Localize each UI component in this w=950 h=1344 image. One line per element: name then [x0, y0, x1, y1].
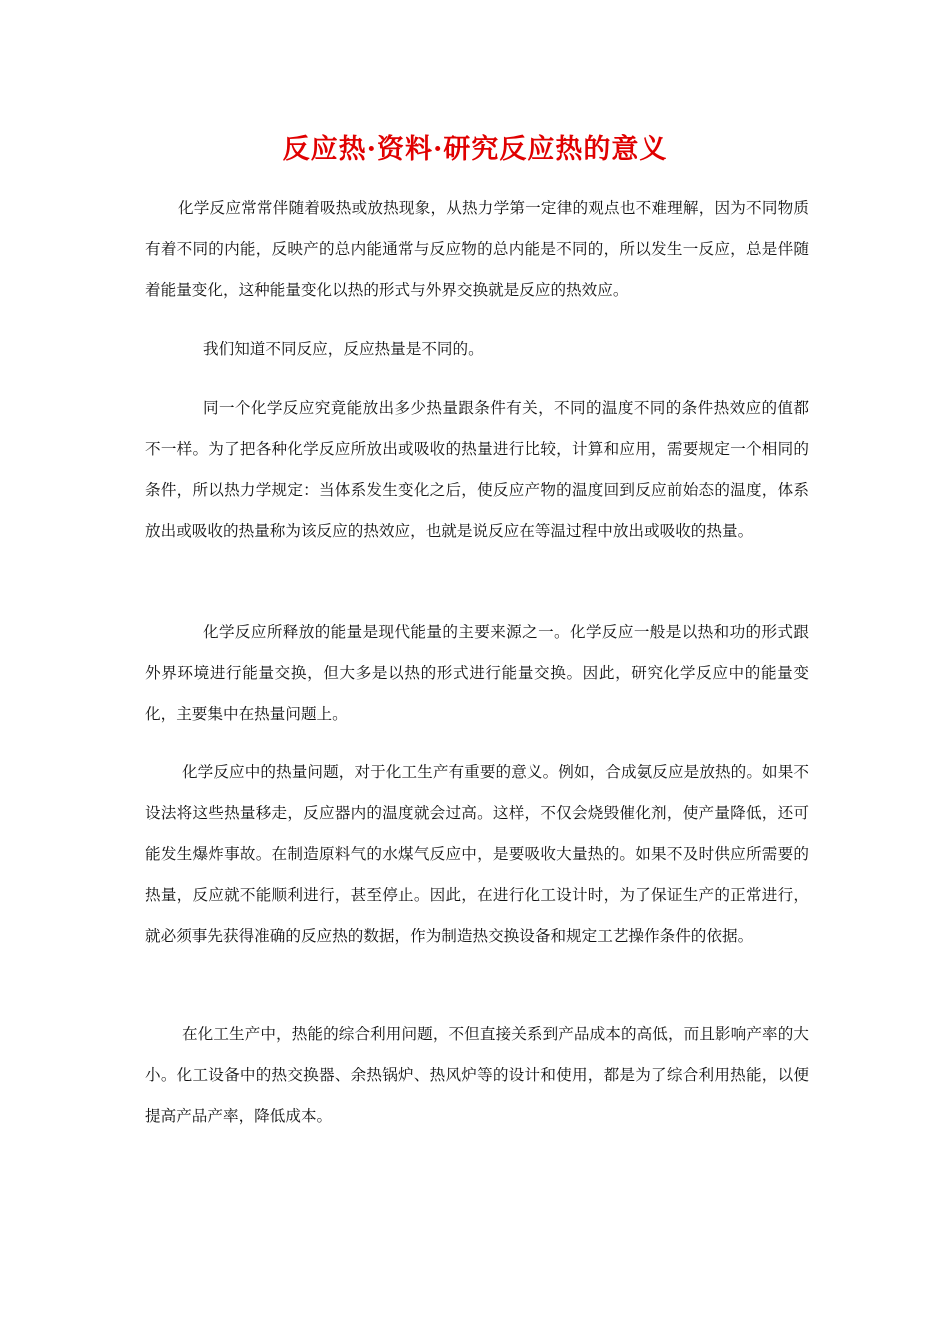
- paragraph-industrial-importance: 化学反应中的热量问题，对于化工生产有重要的意义。例如，合成氨反应是放热的。如果不设法将这些热量移走，反应器内的温度就会过高。这样，不仅会烧毁催化剂，使产量降低，还可能发生爆炸事故。在制造原料气的水煤气反应中，是要吸收大量热的。如果不及时供应所需要的热量，反应就不能顺利进行，甚至停止。因此，在进行化工设计时，为了保证生产的正常进行，就必须事先获得准确的反应热的数据，作为制造热交换设备和规定工艺操作条件的依据。: [145, 763, 809, 945]
- paragraph-different-reactions: 我们知道不同反应，反应热量是不同的。: [203, 340, 484, 358]
- paragraph-heat-utilization: 在化工生产中，热能的综合利用问题，不但直接关系到产品成本的高低，而且影响产率的大小。化工设备中的热交换器、余热锅炉、热风炉等的设计和使用，都是为了综合利用热能，以便提高产品产率，降低成本。: [145, 1025, 809, 1125]
- paragraph-thermodynamic-convention: 同一个化学反应究竟能放出多少热量跟条件有关，不同的温度不同的条件热效应的值都不一样。为了把各种化学反应所放出或吸收的热量进行比较，计算和应用，需要规定一个相同的条件，所以热力学规定：当体系发生变化之后，使反应产物的温度回到反应前始态的温度，体系放出或吸收的热量称为该反应的热效应，也就是说反应在等温过程中放出或吸收的热量。: [145, 399, 809, 540]
- document-title: 反应热·资料·研究反应热的意义: [282, 134, 668, 165]
- paragraph-heat-effect-definition: 化学反应常常伴随着吸热或放热现象，从热力学第一定律的观点也不难理解，因为不同物质有着不同的内能，反映产的总内能通常与反应物的总内能是不同的，所以发生一反应，总是伴随着能量变化，这种能量变化以热的形式与外界交换就是反应的热效应。: [145, 199, 809, 299]
- paragraph-energy-source: 化学反应所释放的能量是现代能量的主要来源之一。化学反应一般是以热和功的形式跟外界环境进行能量交换，但大多是以热的形式进行能量交换。因此，研究化学反应中的能量变化，主要集中在热量问题上。: [145, 623, 809, 723]
